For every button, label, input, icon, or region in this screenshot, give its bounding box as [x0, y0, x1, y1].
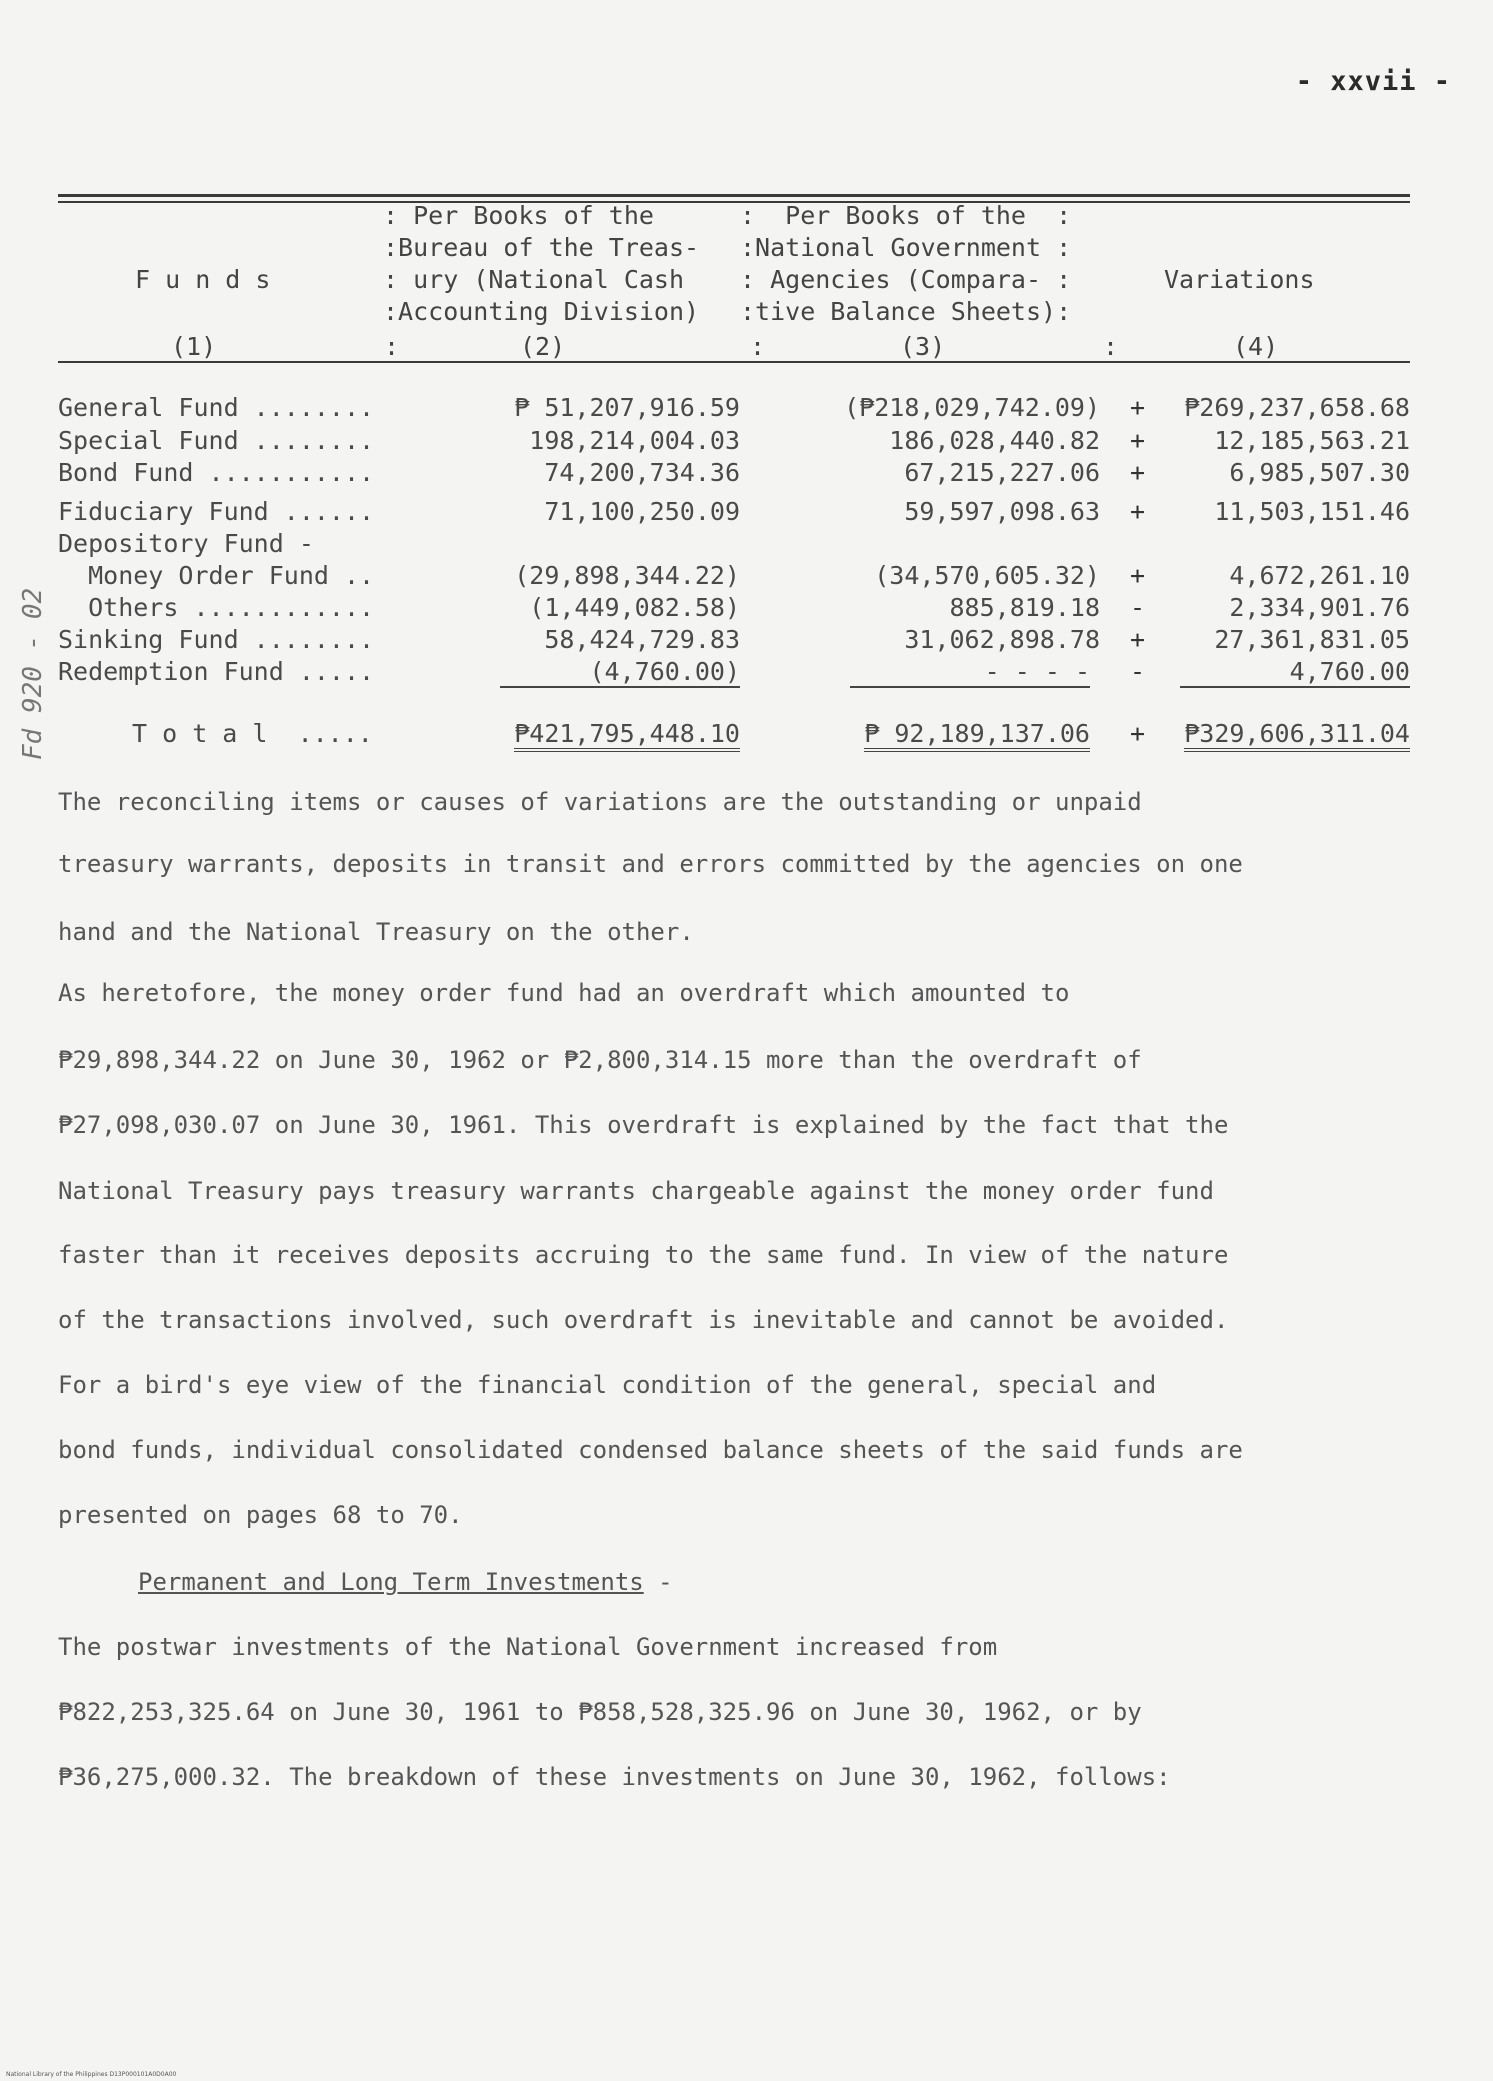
sep-colon: :: [750, 332, 766, 361]
total-variation-sign: +: [1130, 719, 1146, 748]
variations-header: Variations: [1164, 265, 1315, 294]
body-line: ₱822,253,325.64 on June 30, 1961 to ₱858,528,325.96 on June 30, 1962, or by: [58, 1698, 1142, 1726]
body-line: faster than it receives deposits accruing to the same fund. In view of the nature: [58, 1241, 1229, 1269]
total-variation: [1150, 719, 1410, 748]
body-line: The reconciling items or causes of variations are the outstanding or unpaid: [58, 788, 1142, 816]
books-agencies-value: 59,597,098.63: [904, 497, 1100, 526]
fund-name: Depository Fund -: [58, 529, 314, 558]
body-line: As heretofore, the money order fund had an overdraft which amounted to: [58, 979, 1070, 1007]
variation-value: [1180, 657, 1410, 688]
body-line: treasury warrants, deposits in transit and errors committed by the agencies on one: [58, 850, 1243, 878]
books-agencies-value: 885,819.18: [949, 593, 1100, 622]
funds-header: F u n d s: [135, 265, 271, 294]
fund-name: Others ............: [58, 593, 375, 622]
sep-colon: :: [1103, 332, 1119, 361]
total-books-agencies-text: ₱ 92,189,137.06: [864, 719, 1090, 752]
body-line: ₱27,098,030.07 on June 30, 1961. This overdraft is explained by the fact that the: [58, 1111, 1229, 1139]
fund-name: Redemption Fund .....: [58, 657, 375, 686]
footer-credit: National Library of the Philippines D13P000101A0D0A00: [6, 2071, 177, 2078]
books-treasury-value: (1,449,082.58): [529, 593, 740, 622]
page-number: - xxvii -: [1295, 66, 1451, 97]
books-treasury-value: 74,200,734.36: [544, 458, 740, 487]
body-line: presented on pages 68 to 70.: [58, 1501, 463, 1529]
header-bottom-rule: [58, 361, 1410, 363]
variations-col-number: (4): [1233, 332, 1279, 361]
variation-sign: -: [1130, 657, 1146, 686]
total-books-treasury: [480, 719, 740, 748]
fund-name: Fiduciary Fund ......: [58, 497, 375, 526]
body-line: of the transactions involved, such overdraft is inevitable and cannot be avoided.: [58, 1306, 1229, 1334]
fund-name: General Fund ........: [58, 393, 375, 422]
total-books-treasury-text: ₱421,795,448.10: [514, 719, 740, 752]
agencies-header-line: :National Government :: [740, 233, 1072, 262]
body-line: ₱36,275,000.32. The breakdown of these investments on June 30, 1962, follows:: [58, 1763, 1171, 1791]
table-top-rule: [58, 194, 1410, 203]
variation-value: 27,361,831.05: [1214, 625, 1410, 654]
funds-col-number: (1): [171, 332, 217, 361]
body-line: ₱29,898,344.22 on June 30, 1962 or ₱2,800,314.15 more than the overdraft of: [58, 1046, 1142, 1074]
variation-value: 6,985,507.30: [1229, 458, 1410, 487]
variation-sign: +: [1130, 393, 1146, 422]
books-treasury-value: [500, 657, 740, 688]
section-heading-suffix: -: [643, 1568, 673, 1596]
section-heading: [138, 1567, 1493, 1597]
bureau-header-line: :Bureau of the Treas-: [383, 233, 700, 262]
fund-name: Special Fund ........: [58, 426, 375, 455]
variation-value: 4,672,261.10: [1229, 561, 1410, 590]
total-variation-text: ₱329,606,311.04: [1184, 719, 1410, 752]
books-agencies-value: 67,215,227.06: [904, 458, 1100, 487]
body-line: National Treasury pays treasury warrants chargeable against the money order fund: [58, 1177, 1214, 1205]
variation-sign: +: [1130, 625, 1146, 654]
variation-sign: +: [1130, 458, 1146, 487]
variation-value: 11,503,151.46: [1214, 497, 1410, 526]
books-treasury-value: 58,424,729.83: [544, 625, 740, 654]
body-line: hand and the National Treasury on the other.: [58, 918, 694, 946]
books-treasury-value: ₱ 51,207,916.59: [514, 393, 740, 422]
books-agencies-value: 31,062,898.78: [904, 625, 1100, 654]
books-treasury-value: (29,898,344.22): [514, 561, 740, 590]
fund-name: Sinking Fund ........: [58, 625, 375, 654]
bureau-header-line: : Per Books of the: [383, 201, 685, 230]
section-heading-text: Permanent and Long Term Investments: [138, 1568, 644, 1596]
total-books-agencies: [790, 719, 1090, 748]
body-line: bond funds, individual consolidated condensed balance sheets of the said funds are: [58, 1436, 1243, 1464]
books-treasury-text: (4,760.00): [500, 657, 740, 688]
body-line: For a bird's eye view of the financial condition of the general, special and: [58, 1371, 1157, 1399]
fund-name: Bond Fund ...........: [58, 458, 375, 487]
variation-sign: +: [1130, 561, 1146, 590]
bureau-header-line: :Accounting Division): [383, 297, 700, 326]
sep-colon: :: [384, 332, 400, 361]
margin-handwritten-note: Fd 920 - 02: [18, 587, 48, 760]
agencies-header-line: : Per Books of the :: [740, 201, 1072, 230]
variation-value: 12,185,563.21: [1214, 426, 1410, 455]
agencies-header-line: :tive Balance Sheets):: [740, 297, 1072, 326]
books-treasury-value: 198,214,004.03: [529, 426, 740, 455]
agencies-header-line: : Agencies (Compara- :: [740, 265, 1072, 294]
books-agencies-value: [850, 657, 1090, 688]
variation-sign: -: [1130, 593, 1146, 622]
books-agencies-value: (₱218,029,742.09): [844, 393, 1100, 422]
variation-value: ₱269,237,658.68: [1184, 393, 1410, 422]
variation-text: 4,760.00: [1180, 657, 1410, 688]
books-agencies-value: (34,570,605.32): [874, 561, 1100, 590]
books-agencies-text: - - - -: [850, 657, 1090, 688]
body-line: The postwar investments of the National Government increased from: [58, 1633, 998, 1661]
bureau-header-line: : ury (National Cash: [383, 265, 700, 294]
bureau-col-number: (2): [520, 332, 566, 361]
total-label: T o t a l .....: [132, 719, 373, 748]
books-treasury-value: 71,100,250.09: [544, 497, 740, 526]
agencies-col-number: (3): [900, 332, 946, 361]
agencies-header: [740, 200, 1071, 328]
variation-sign: +: [1130, 426, 1146, 455]
books-agencies-value: 186,028,440.82: [889, 426, 1100, 455]
variation-value: 2,334,901.76: [1229, 593, 1410, 622]
bureau-header: [383, 200, 699, 328]
variation-sign: +: [1130, 497, 1146, 526]
fund-name: Money Order Fund ..: [58, 561, 375, 590]
